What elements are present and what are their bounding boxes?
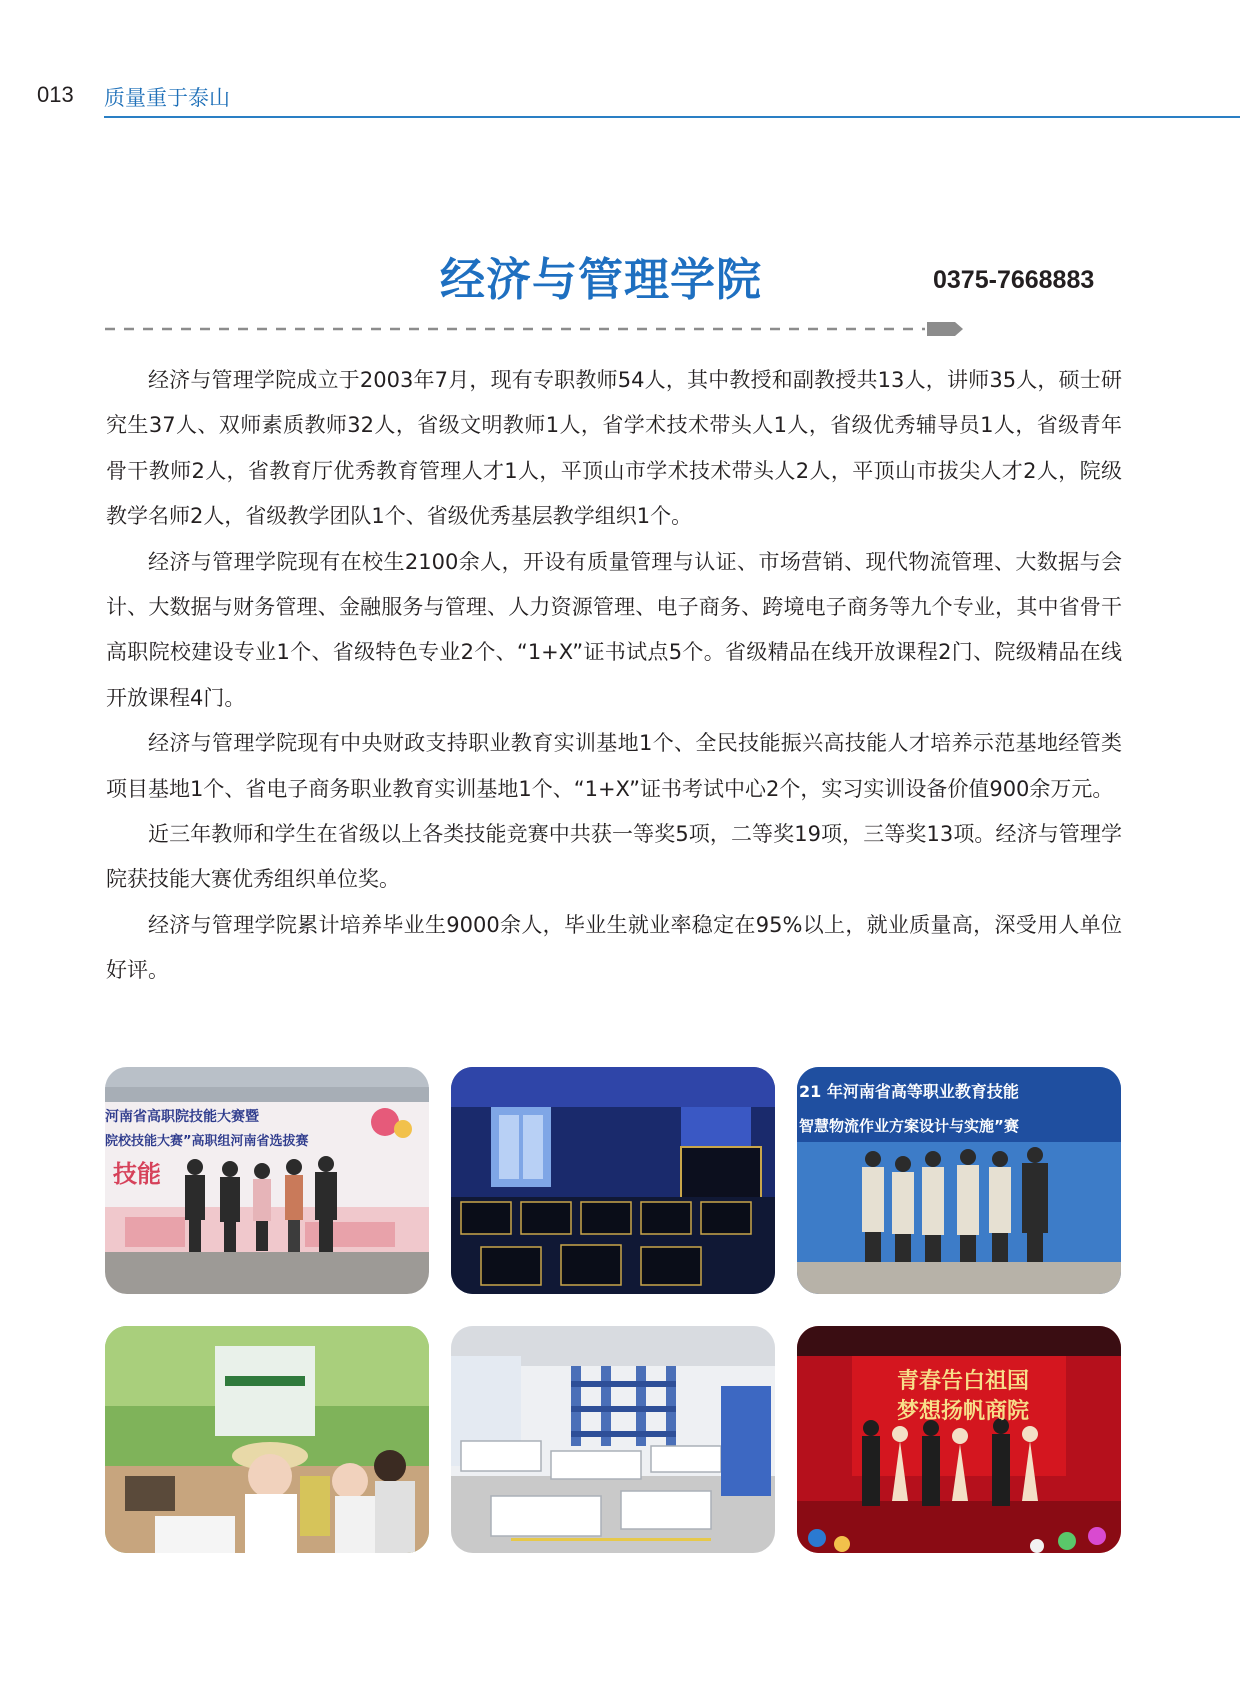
page-number: 013 bbox=[37, 82, 74, 107]
photo-outdoor-activity bbox=[105, 1326, 429, 1553]
section-title: 质量重于泰山 bbox=[104, 86, 230, 110]
paragraph-graduates: 经济与管理学院累计培养毕业生9000余人，毕业生就业率稳定在95%以上，就业质量高，深受用人单位好评。 bbox=[106, 912, 1122, 983]
banner-line-3: 技能 bbox=[113, 1159, 161, 1188]
phone-number: 0375-7668883 bbox=[933, 266, 1095, 294]
paragraph-faculty: 经济与管理学院成立于2003年7月，现有专职教师54人，其中教授和副教授共13人，讲师35人，硕士研究生37人、双师素质教师32人，省级文明教师1人，省学术技术带头人1人，省级优秀辅导员1人，省级青年骨干教师2人，省教育厅优秀教育管理人才1人，平顶山市学术技术带头人2人，平顶山市拔尖人才2人，院级教学名师2人，省级教学团队1个、省级优秀基层教学组织1个。 bbox=[106, 368, 1122, 529]
photo-stage-performance bbox=[797, 1326, 1121, 1553]
banner-line-2: 院校技能大赛”高职组河南省选拔赛 bbox=[105, 1134, 309, 1149]
banner-line-1: 青春告白祖国 bbox=[897, 1368, 1030, 1394]
photo-computer-lab bbox=[451, 1067, 775, 1294]
banner-line-1: 21 年河南省高等职业教育技能 bbox=[799, 1082, 1019, 1101]
page-title: 经济与管理学院 bbox=[440, 253, 763, 306]
paragraph-majors: 经济与管理学院现有在校生2100余人，开设有质量管理与认证、市场营销、现代物流管理、大数据与会计、大数据与财务管理、金融服务与管理、人力资源管理、电子商务、跨境电子商务等九个专业，其中省骨干高职院校建设专业1个、省级特色专业2个、“1+X”证书试点5个。省级精品在线开放课程2门、院级精品在线开放课程4门。 bbox=[106, 549, 1122, 710]
photo-skills-competition bbox=[105, 1067, 429, 1294]
banner-line-1: 河南省高职院技能大赛暨 bbox=[105, 1109, 259, 1125]
arrow-head-icon bbox=[927, 322, 963, 336]
header-rule bbox=[104, 116, 1240, 118]
body-text bbox=[106, 358, 1122, 994]
photo-logistics-competition bbox=[797, 1067, 1121, 1294]
dashed-arrow-divider bbox=[105, 322, 963, 336]
paragraph-competitions: 近三年教师和学生在省级以上各类技能竞赛中共获一等奖5项，二等奖19项，三等奖13项。经济与管理学院获技能大赛优秀组织单位奖。 bbox=[106, 822, 1122, 892]
banner-line-2: 智慧物流作业方案设计与实施”赛 bbox=[799, 1117, 1019, 1135]
banner-line-2: 梦想扬帆商院 bbox=[897, 1398, 1030, 1424]
photo-logistics-lab bbox=[451, 1326, 775, 1553]
paragraph-training-bases: 经济与管理学院现有中央财政支持职业教育实训基地1个、全民技能振兴高技能人才培养示范基地经管类项目基地1个、省电子商务职业教育实训基地1个、“1+X”证书考试中心2个，实习实训设备价值900余万元。 bbox=[106, 731, 1122, 801]
